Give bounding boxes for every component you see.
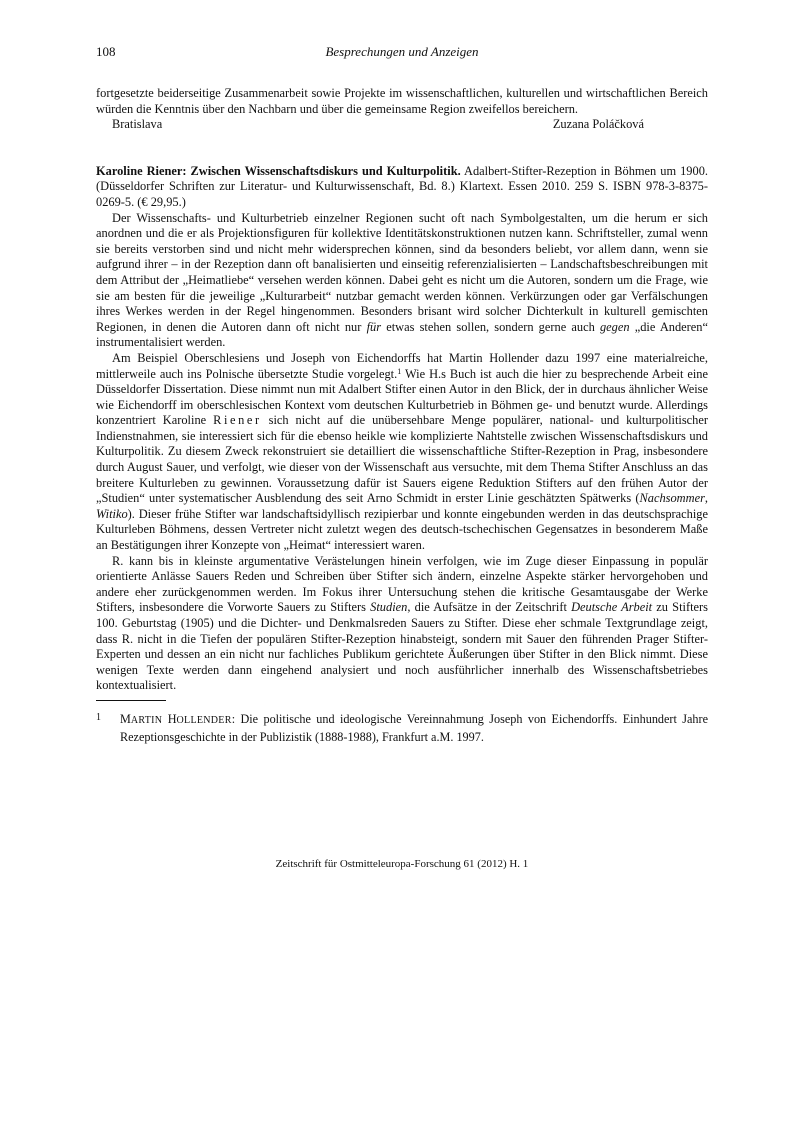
reviewer-place: Bratislava (112, 117, 163, 132)
work-title-italic: Nachsommer (639, 491, 705, 506)
paragraph-text: Wie H.s Buch ist auch die hier zu besprechende Arbeit eine Düsseldorfer Dissertation. Diese nimmt nun mit Adalbert Stifter einen Autor in den Blick, der in durchaus ähnlicher Weise wie Eichendorff im oberschlesischen Kontext vom deutschen Kulturbetrieb in Böhmen ge- und benutzt wurde. Allerdings konzentriert Karoline (96, 366, 708, 428)
reviewer-signature (96, 117, 708, 133)
paragraph-text: ). Dieser frühe Stifter war landschaftsidyllisch rezipierbar und konnte eingebunden werden in das deutschsprachige Kulturleben Böhmens, dessen Vertreter nicht zuletzt wegen des deutsch-tschechischen Gegensatzes in besonderem Maße an Bestätigungen ihrer Konzepte von „Heimat“ interessiert waren. (96, 506, 708, 553)
footnote-divider (96, 700, 166, 701)
emphasis-text: für (366, 319, 382, 334)
review-paragraph-3 (96, 554, 708, 694)
review-paragraph-1 (96, 211, 708, 351)
footnote-number: 1 (96, 711, 101, 723)
work-title-italic: Witiko (96, 506, 128, 521)
review-paragraph-2 (96, 351, 708, 554)
page-body (96, 86, 708, 746)
review-bibliographic-details: Adalbert-Stifter-Rezeption in Böhmen um 1900. (Düsseldorfer Schriften zur Literatur- und Kulturwissenschaft, Bd. 8.) Klartext. Essen 2010. 259 S. ISBN 978-3-8375-0269-5. (€ 29,95.) (96, 163, 708, 209)
reviewer-name: Zuzana Poláčková (552, 117, 644, 132)
paragraph-text: sich nicht auf die unübersehbare Menge populärer, national- und kulturpolitischer Indienstnahmen, sie interessiert sich für die ebenso heikle wie komplizierte Nahtstelle zwischen Wissenschaftsdiskurs und Kulturpolitik. Zu diesem Zweck rekonstruiert sie detailliert die wissenschaftliche Stifter-Rezeption in Prag, insbesondere durch August Sauer, und verfolgt, wie dieser von der Wissenschaft aus versuchte, mit dem Thema Stifter Anschluss an das breitere Kulturleben zu gewinnen. Voraussetzung dafür ist Sauers eigene Reduktion Stifters auf den frühen Autor der „Studien“ unter systematischer Ausblendung des seit Arno Schmidt in erster Linie geschätzten Spätwerks ( (96, 413, 708, 506)
separator: , (704, 491, 708, 506)
paragraph-text: Am Beispiel Oberschlesiens und Joseph von Eichendorffs hat Martin Hollender dazu 1997 eine materialreiche, mittlerweile auch ins Polnische übersetzte Studie vorgelegt. (96, 350, 708, 381)
previous-review-closing (96, 86, 708, 117)
work-title-italic: Studien (370, 600, 408, 615)
smallcaps-initial: H (167, 711, 177, 726)
page-number: 108 (96, 44, 116, 59)
footnote-reference[interactable]: 1 (397, 366, 402, 376)
paragraph-text: zu Stifters 100. Geburtstag (1905) und die Dichter- und Denkmalsreden Sauers zu Stifter. Diese eher schmale Textgrundlage zeigt, dass R. nicht in die Tiefen der populären Stifter-Rezeption hinabsteigt, sondern mit Sauer den führenden Prager Stifter-Experten und dessen an ein nicht nur fachliches Publikum gerichtete Äußerungen über Stifter in den Blick nimmt. Diese wenigen Texte werden dann eingehend analysiert und noch ausführlicher innerhalb des Wissenschaftsbetriebes kontextualisiert. (96, 600, 708, 693)
paragraph-text: etwas stehen sollen, sondern gerne auch (381, 319, 600, 334)
footnote-text (120, 711, 708, 746)
author-name-spaced: Riener (213, 413, 262, 428)
work-title-italic: Deutsche Arbeit (571, 600, 653, 615)
review-author-title: Karoline Riener: Zwischen Wissenschaftsdiskurs und Kulturpolitik. (96, 163, 461, 178)
smallcaps-initial: M (120, 711, 131, 726)
running-head: Besprechungen und Anzeigen (325, 44, 479, 59)
paragraph-text: „die Anderen“ instrumentalisiert werden. (96, 319, 708, 350)
emphasis-text: gegen (599, 319, 630, 334)
footnote-1 (96, 711, 708, 746)
smallcaps-rest: ARTIN (130, 714, 163, 726)
paragraph-text: Der Wissenschafts- und Kulturbetrieb einzelner Regionen sucht oft nach Symbolgestalten, um die herum er sich anordnen und die er als Projektionsfiguren für kollektive Identitätskonstruktionen nutzen kann. Schriftsteller, zumal wenn sie bereits verstorben sind und nicht mehr widersprechen können, sind da besonders beliebt, vor allem dann, wenn sie aufgrund ihrer – in der Rezeption dann oft banalisierten und einseitig referenzialisierten – Landschaftsbeschreibungen mit dem Attribut der „Heimatliebe“ versehen werden können. Dabei geht es nicht um die Autoren, sondern um die Frage, wie sie am besten für die jeweilige „Kulturarbeit“ nutzbar gemacht werden können. Verkürzungen oder gar Verfälschungen ihres Werkes werden in der Regel hingenommen. Besonders brisant wird solcher Dichterkult in kulturell gemischten Regionen, in denen die Autoren dann oft nicht nur (96, 210, 708, 334)
closing-text: fortgesetzte beiderseitige Zusammenarbeit sowie Projekte im wissenschaftlichen, kulturellen und wirtschaftlichen Bereich würden die Kenntnis über den Nachbarn und über die gemeinsame Region zweifellos bereichern. (96, 86, 708, 116)
footnote-body: : Die politische und ideologische Vereinnahmung Joseph von Eichendorffs. Einhundert Jahre Rezeptionsgeschichte in der Publizistik (1888-1988), Frankfurt a.M. 1997. (120, 711, 708, 745)
paragraph-text: , die Aufsätze in der Zeitschrift (407, 600, 572, 615)
page-header (96, 44, 708, 64)
paragraph-text: R. kann bis in kleinste argumentative Verästelungen hinein verfolgen, wie im Zuge dieser Einpassung in populär orientierte Anlässe Sauers Reden und Schreiben über Stifter sich ändern, einzelne Aspekte stärker hervorgehoben und andere eher zurückgenommen werden. Im Fokus ihrer Untersuchung stehen die kritische Gesamtausgabe der Werke Stifters, insbesondere die Vorworte Sauers zu Stifters (96, 553, 708, 615)
page-footer: Zeitschrift für Ostmitteleuropa-Forschung 61 (2012) H. 1 (275, 858, 529, 870)
smallcaps-rest: OLLENDER (176, 714, 232, 726)
review-bibliographic-heading (96, 164, 708, 211)
